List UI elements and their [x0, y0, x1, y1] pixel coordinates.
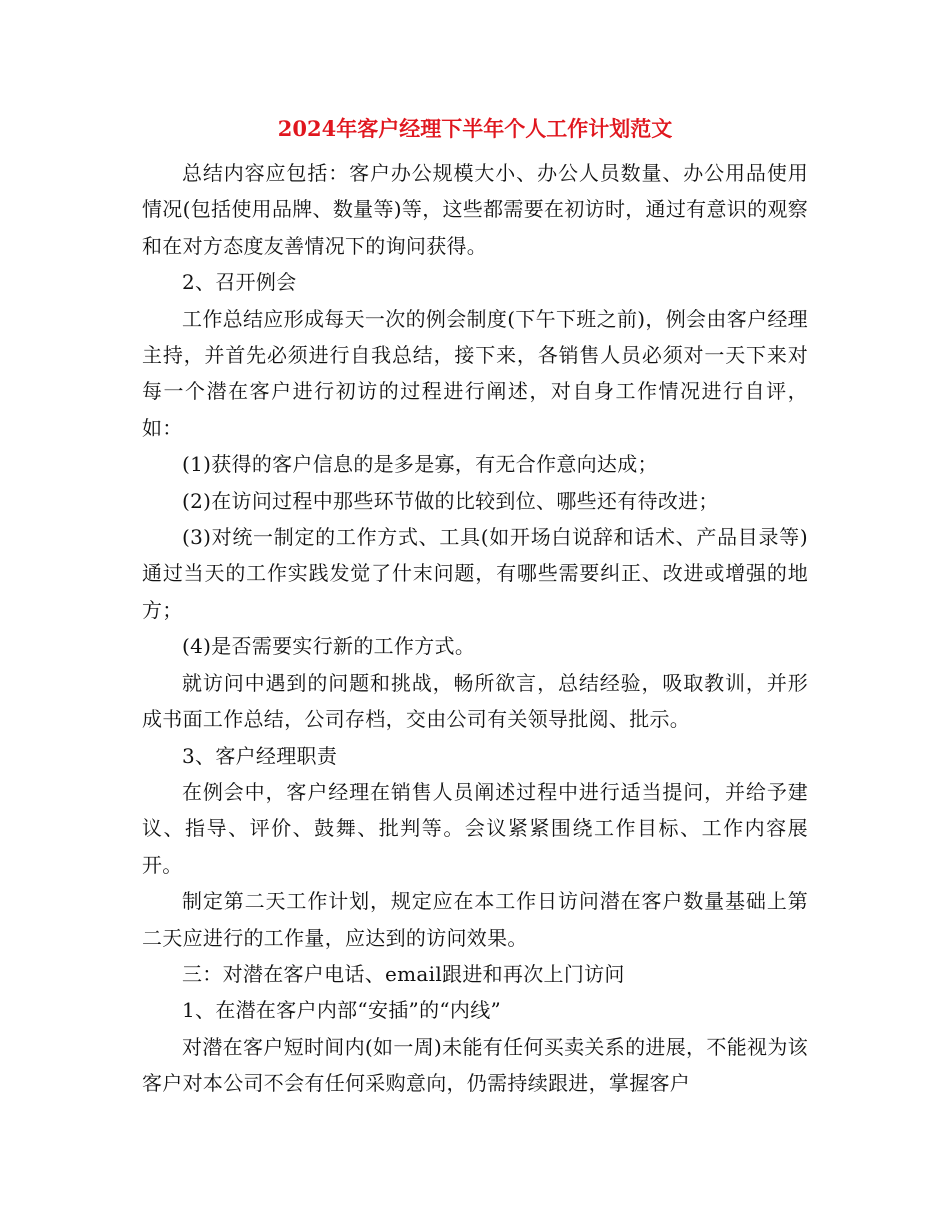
paragraph-manager-role: 在例会中，客户经理在销售人员阐述过程中进行适当提问，并给予建议、指导、评价、鼓舞、批判等。会议紧紧围绕工作目标、工作内容展开。 — [142, 779, 808, 877]
heading-follow-up: 三：对潜在客户电话、email跟进和再次上门访问 — [182, 961, 625, 986]
list-item-4: (4)是否需要实行新的工作方式。 — [182, 634, 476, 659]
list-item-2: (2)在访问过程中那些环节做的比较到位、哪些还有待改进； — [182, 488, 719, 513]
paragraph-meeting-system: 工作总结应形成每天一次的例会制度(下午下班之前)，例会由客户经理主持，并首先必须进行自我总结，接下来，各销售人员必须对一天下来对每一个潜在客户进行初访的过程进行阐述，对自身工作情况进行自评，如： — [142, 306, 808, 440]
paragraph-summary-content: 总结内容应包括：客户办公规模大小、办公人员数量、办公用品使用情况(包括使用品牌、数量等)等，这些都需要在初访时，通过有意识的观察和在对方态度友善情况下的询问获得。 — [142, 161, 808, 258]
document-body — [142, 155, 808, 1102]
list-item-1: (1)获得的客户信息的是多是寡，有无合作意向达成； — [182, 452, 658, 477]
heading-hold-meeting: 2、召开例会 — [182, 270, 297, 295]
list-item-3: (3)对统一制定的工作方式、工具(如开场白说辞和话术、产品目录等)通过当天的工作实践发觉了什末问题，有哪些需要纠正、改进或增强的地方； — [142, 525, 808, 622]
paragraph-continued-follow-up: 对潜在客户短时间内(如一周)未能有任何买卖关系的进展，不能视为该客户对本公司不会有任何采购意向，仍需持续跟进，掌握客户 — [142, 1034, 808, 1096]
heading-manager-duties: 3、客户经理职责 — [182, 743, 338, 768]
paragraph-discussion: 就访问中遇到的问题和挑战，畅所欲言，总结经验，吸取教训，并形成书面工作总结，公司存档，交由公司有关领导批阅、批示。 — [142, 670, 808, 732]
page-title: 2024年客户经理下半年个人工作计划范文 — [277, 116, 673, 141]
paragraph-next-day-plan: 制定第二天工作计划，规定应在本工作日访问潜在客户数量基础上第二天应进行的工作量，应达到的访问效果。 — [142, 889, 808, 950]
heading-internal-contact: 1、在潜在客户内部“安插”的“内线” — [182, 998, 502, 1023]
